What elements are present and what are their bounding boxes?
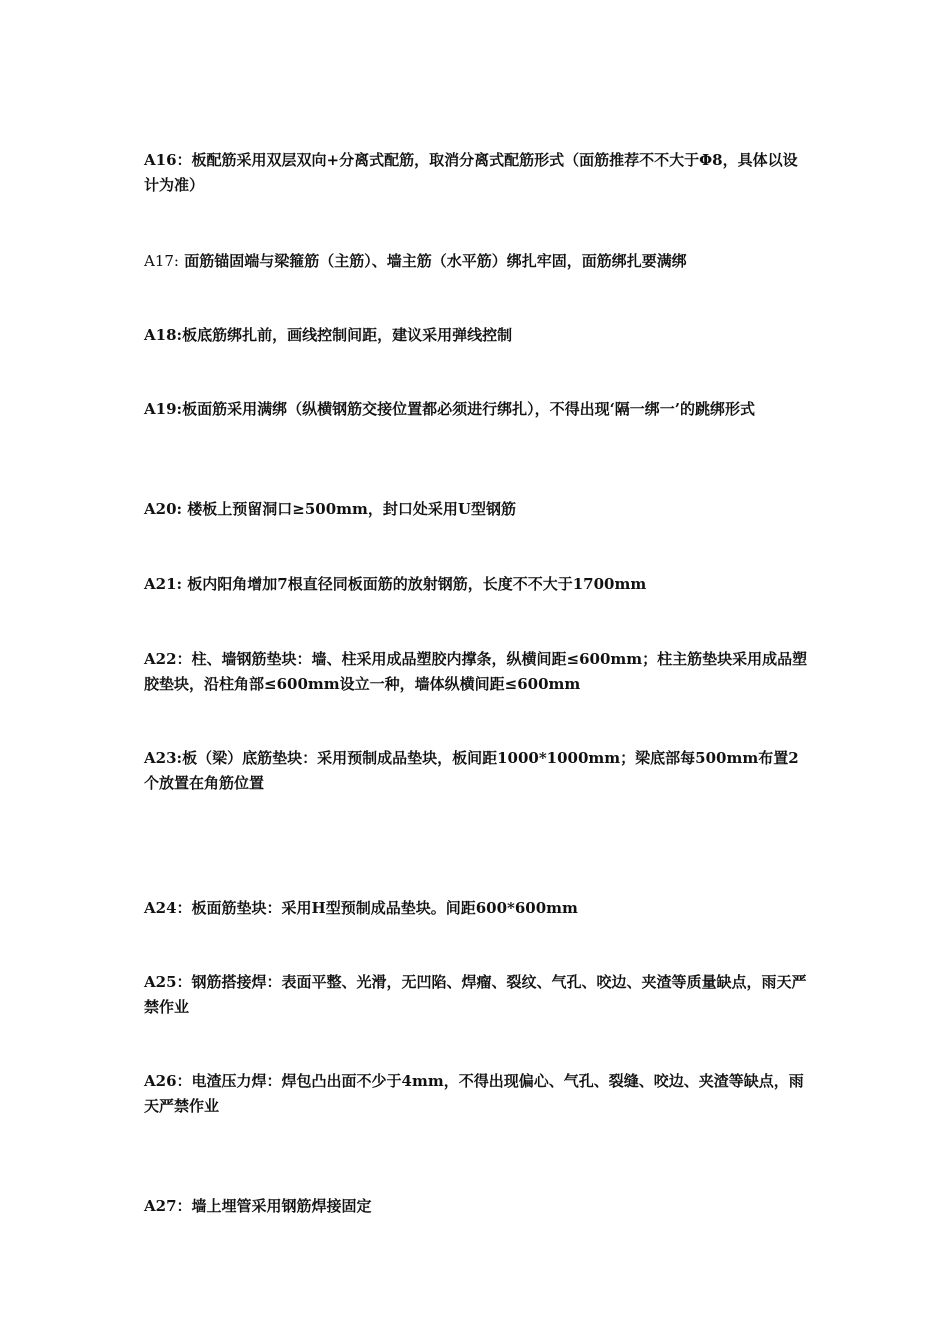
item-text: ：板面筋垫块：采用H型预制成品垫块。间距600*600mm	[176, 899, 578, 917]
paragraph-a26	[144, 1069, 808, 1119]
item-code: A16	[144, 151, 177, 169]
item-text: ：板配筋采用双层双向+分离式配筋，取消分离式配筋形式（面筋推荐不不大于Φ8，具体以设计为准）	[144, 151, 798, 194]
item-text: ：钢筋搭接焊：表面平整、光滑，无凹陷、焊瘤、裂纹、气孔、咬边、夹渣等质量缺点，雨天严禁作业	[144, 973, 807, 1016]
paragraph-a19	[144, 397, 808, 422]
paragraph-a18	[144, 323, 808, 348]
item-text: 板底筋绑扎前，画线控制间距，建议采用弹线控制	[182, 326, 513, 344]
paragraph-a22	[144, 647, 808, 697]
item-code: A25	[144, 973, 177, 991]
item-code: A26	[144, 1072, 177, 1090]
paragraph-a23	[144, 746, 808, 796]
item-code: A18:	[144, 326, 183, 344]
item-code: A20:	[144, 500, 183, 518]
item-text: ：柱、墙钢筋垫块：墙、柱采用成品塑胶内撑条，纵横间距≤600mm；柱主筋垫块采用成品塑胶垫块，沿柱角部≤600mm设立一种，墙体纵横间距≤600mm	[144, 650, 808, 693]
paragraph-a20	[144, 497, 808, 522]
item-code: A22	[144, 650, 177, 668]
item-text: 板（梁）底筋垫块：采用预制成品垫块，板间距1000*1000mm；梁底部每500mm布置2个放置在角筋位置	[144, 749, 799, 792]
item-text: 板面筋采用满绑（纵横钢筋交接位置都必须进行绑扎），不得出现‘隔一绑一’的跳绑形式	[182, 400, 756, 418]
paragraph-a16	[144, 148, 808, 198]
item-text: 面筋锚固端与梁箍筋（主筋）、墙主筋（水平筋）绑扎牢固，面筋绑扎要满绑	[178, 252, 687, 270]
paragraph-a17	[144, 249, 808, 274]
item-text: ：墙上埋管采用钢筋焊接固定	[176, 1197, 372, 1215]
item-code: A17:	[144, 252, 179, 270]
item-code: A24	[144, 899, 177, 917]
item-code: A19:	[144, 400, 183, 418]
paragraph-a27	[144, 1194, 808, 1219]
item-code: A21:	[144, 575, 183, 593]
item-code: A27	[144, 1197, 177, 1215]
item-text: 楼板上预留洞口≥500mm，封口处采用U型钢筋	[182, 500, 516, 518]
item-code: A23:	[144, 749, 183, 767]
paragraph-a25	[144, 970, 808, 1020]
paragraph-a24	[144, 896, 808, 921]
paragraph-a21	[144, 572, 808, 597]
item-text: 板内阳角增加7根直径同板面筋的放射钢筋，长度不不大于1700mm	[182, 575, 647, 593]
item-text: ：电渣压力焊：焊包凸出面不少于4mm，不得出现偏心、气孔、裂缝、咬边、夹渣等缺点，雨天严禁作业	[144, 1072, 804, 1115]
